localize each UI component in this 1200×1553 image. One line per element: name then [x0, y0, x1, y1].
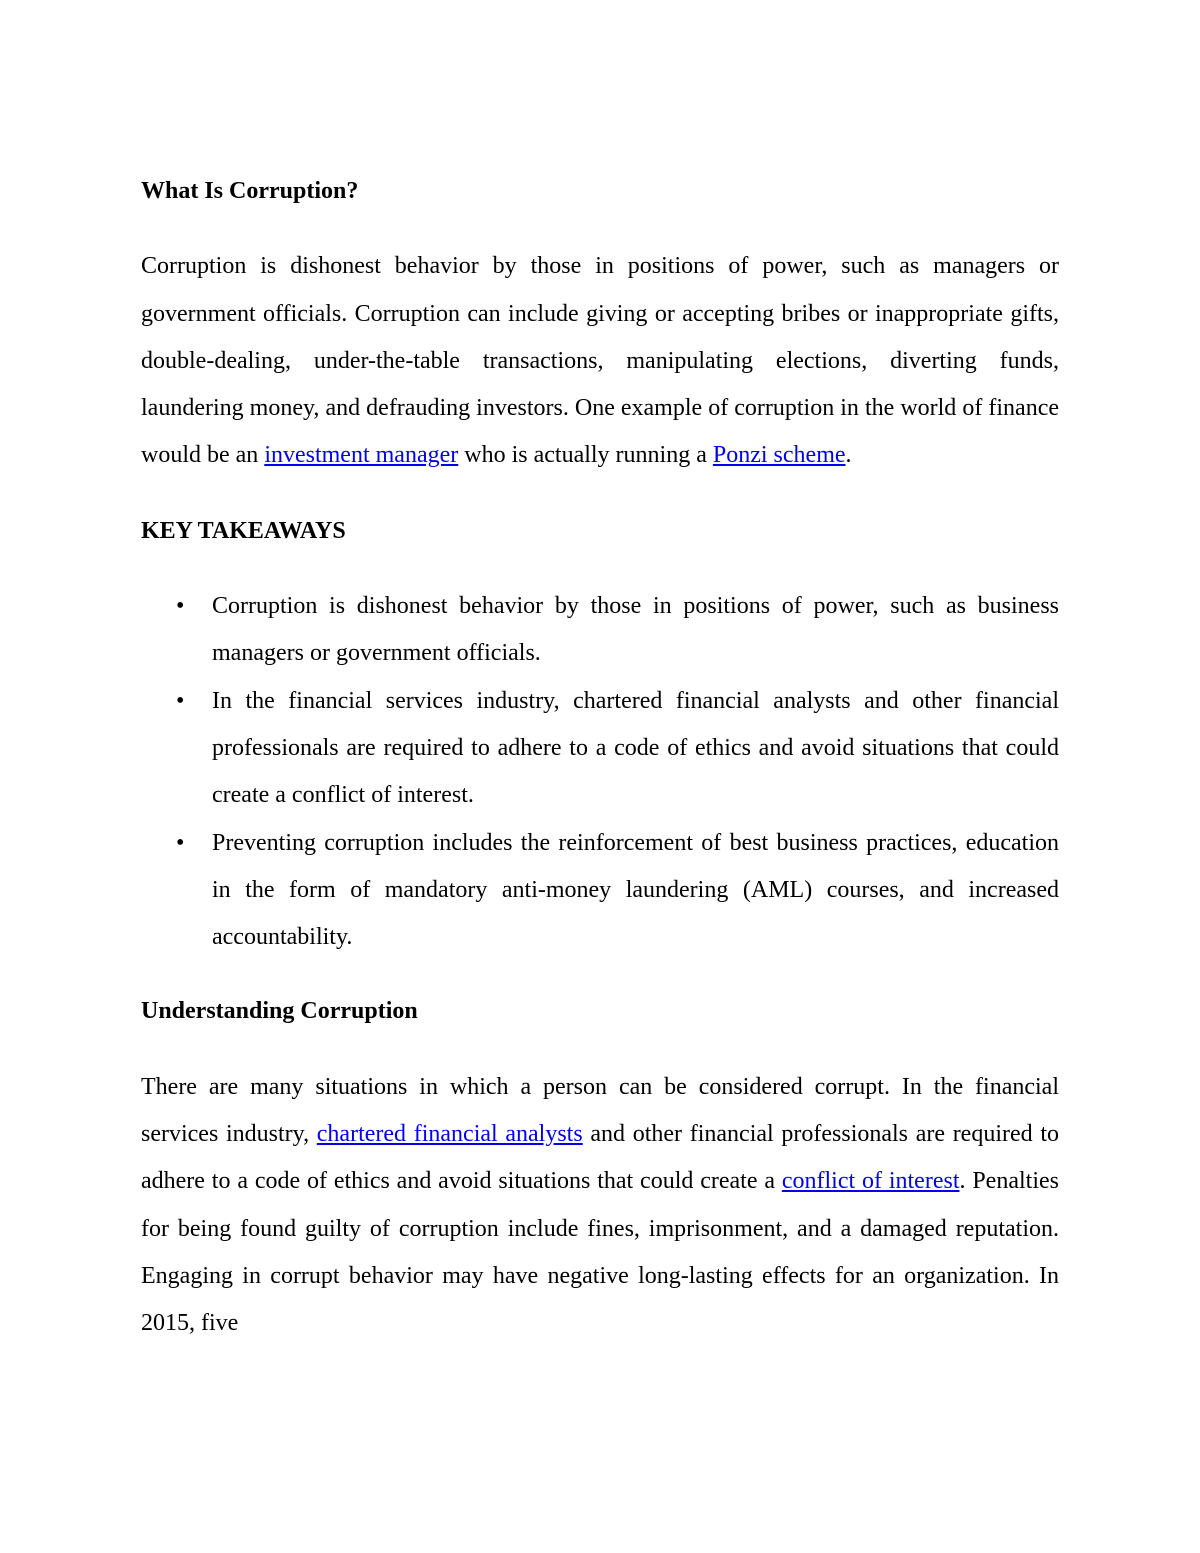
heading-understanding-corruption: Understanding Corruption — [141, 998, 418, 1025]
paragraph-text: Corruption is dishonest behavior by those in positions of power, such as managers or government officials. Corruption can include giving or accepting bribes or inappropriate gifts, double-dealing, under-the-table transactions, manipulating elections, diverting funds, laundering money, and defrauding investors. One example of corruption in the world of finance would be an — [141, 253, 1059, 469]
link-ponzi-scheme[interactable]: Ponzi scheme — [712, 442, 846, 469]
heading-key-takeaways: KEY TAKEAWAYS — [141, 517, 346, 544]
spacer — [141, 961, 1059, 988]
paragraph-text: and other financial professionals are required to adhere to a code of ethics and avoid situations that could create a — [141, 1121, 1059, 1195]
spacer — [141, 480, 1059, 508]
bullet-icon: • — [176, 687, 185, 714]
list-item-text: Preventing corruption includes the reinforcement of best business practices, education in the form of mandatory anti-money laundering (AML) courses, and increased accountability. — [212, 829, 1059, 951]
paragraph-text: There are many situations in which a person can be considered corrupt. In the financial services industry, — [141, 1073, 1059, 1148]
list-item-text: Corruption is dishonest behavior by those in positions of power, such as business managers or government officials. — [212, 593, 1059, 667]
paragraph-text: . Penalties for being found guilty of corruption include fines, imprisonment, and a damaged reputation. Engaging in corrupt behavior may have negative long-lasting effects for an organization. In 2015, five — [141, 1168, 1059, 1337]
document-page — [141, 168, 1059, 1348]
heading-what-is-corruption: What Is Corruption? — [141, 178, 359, 204]
spacer — [141, 215, 1059, 243]
link-chartered-financial-analysts[interactable]: chartered financial analysts — [316, 1121, 583, 1148]
key-takeaways-list — [141, 583, 1059, 961]
spacer — [141, 1036, 1059, 1064]
list-item — [141, 820, 1059, 962]
link-conflict-of-interest[interactable]: conflict of interest — [781, 1168, 960, 1195]
list-item-text: In the financial services industry, chartered financial analysts and other financial professionals are required to adhere to a code of ethics and avoid situations that could create a conflict of interest. — [212, 687, 1059, 809]
paragraph-what-is-corruption — [141, 243, 1059, 479]
paragraph-text: who is actually running a — [458, 442, 713, 469]
paragraph-understanding-corruption — [141, 1064, 1059, 1348]
paragraph-text: . — [845, 442, 852, 469]
bullet-icon: • — [176, 593, 185, 620]
list-item — [141, 678, 1059, 820]
link-investment-manager[interactable]: investment manager — [264, 442, 459, 469]
list-item — [141, 583, 1059, 678]
bullet-icon: • — [176, 829, 185, 856]
spacer — [141, 555, 1059, 583]
